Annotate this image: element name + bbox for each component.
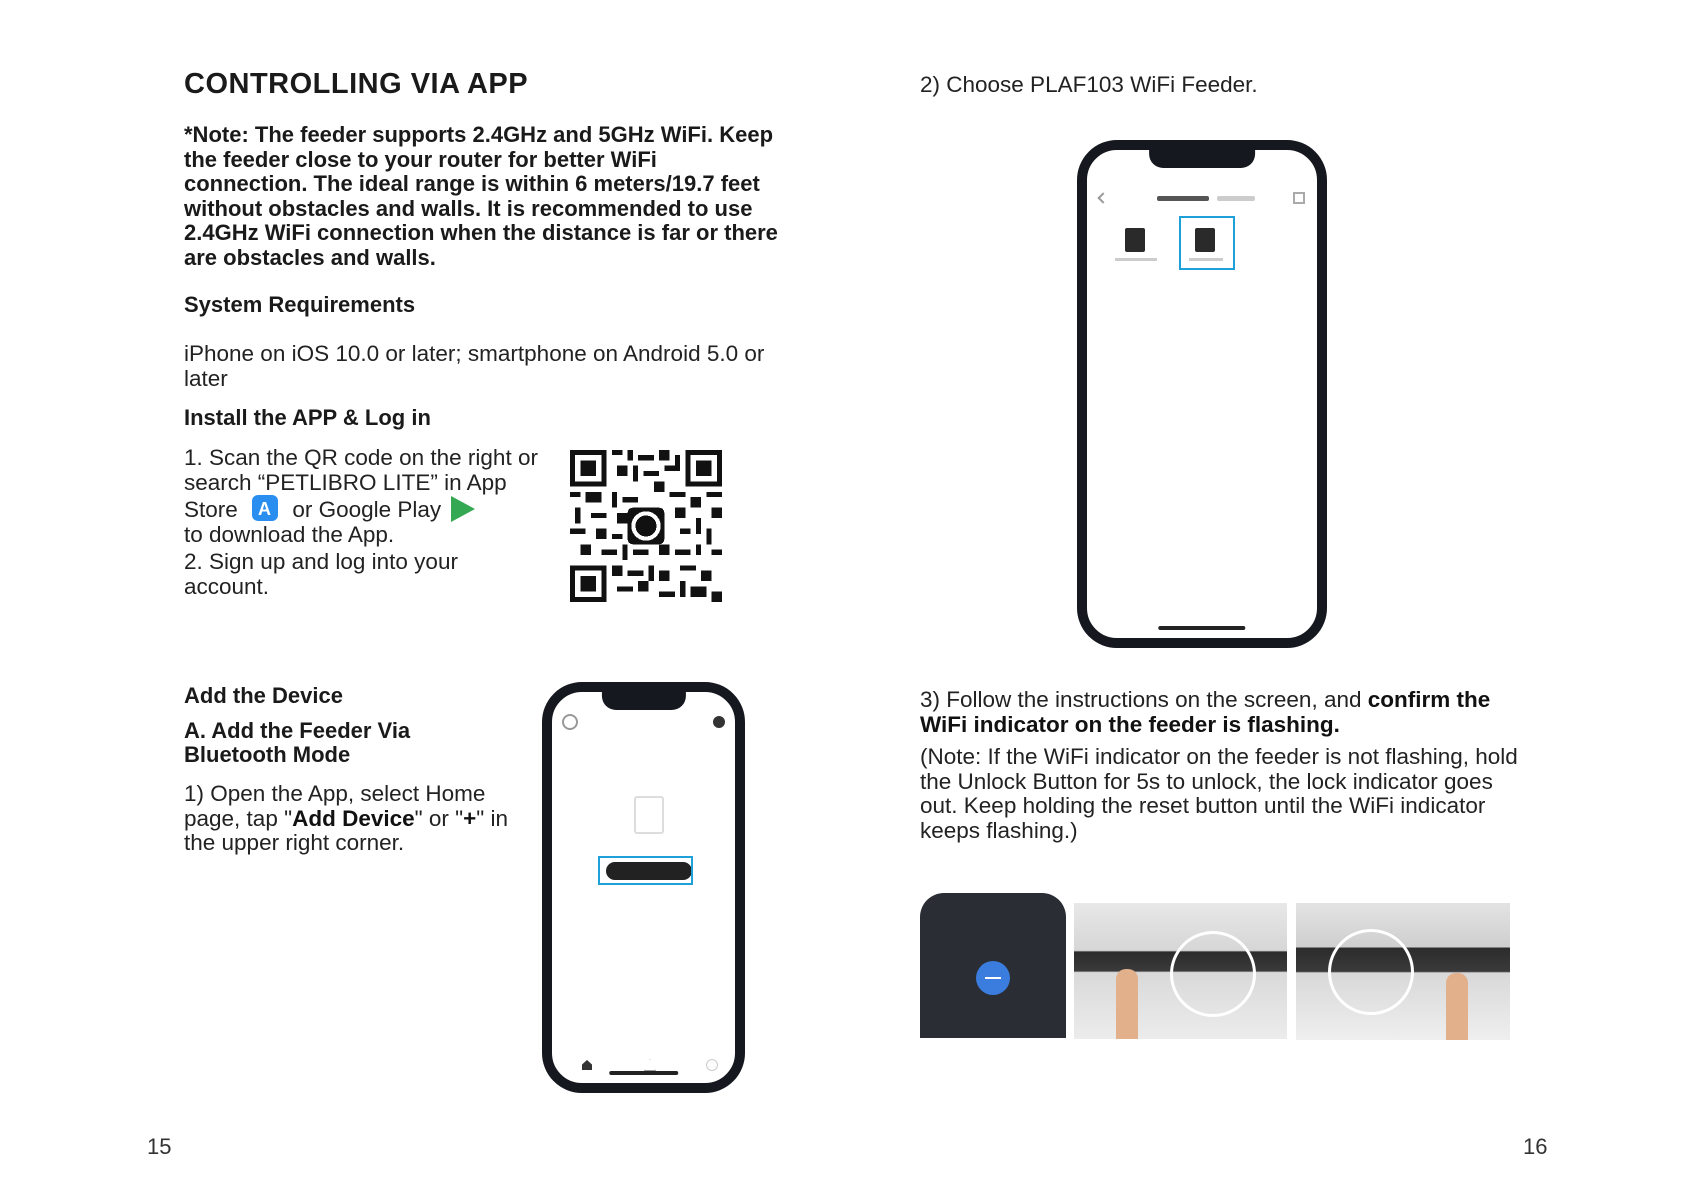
wifi-note: *Note: The feeder supports 2.4GHz and 5GHz WiFi. Keep the feeder close to your router for better WiFi connection. The ideal range is within 6 meters/19.7 feet without obstacles and walls. It is recommended to use 2.4GHz WiFi connection when the distance is far or there are obstacles and walls. (184, 122, 778, 270)
instruction-text: 3) Follow the instructions on the screen, and (920, 687, 1368, 712)
install-step-1 (184, 446, 544, 547)
install-heading: Install the APP & Log in (184, 405, 431, 430)
system-requirements-heading: System Requirements (184, 292, 416, 317)
finger-icon (1446, 973, 1468, 1040)
page-number-left: 15 (147, 1134, 172, 1159)
phone-home-screen (542, 682, 745, 1093)
scan-icon (1293, 192, 1305, 204)
install-step-1-part3: to download the App. (184, 521, 395, 547)
feeder-reset-button-photo (1296, 903, 1510, 1040)
home-tab-icon (582, 1060, 592, 1070)
tab-add-manually (1157, 196, 1209, 201)
profile-icon (562, 714, 578, 730)
zoom-circle (1170, 931, 1256, 1017)
wifi-indicator-note: (Note: If the WiFi indicator on the feeder is not flashing, hold the Unlock Button for 5s to unlock, the lock indicator goes out. Keep holding the reset button until the WiFi indicator keeps flashing.) (920, 744, 1518, 843)
follow-instructions-step (920, 688, 1520, 737)
plus-label: + (463, 805, 477, 831)
back-arrow-icon (1097, 192, 1108, 203)
finger-icon (1116, 969, 1138, 1039)
instruction-text: " in the upper right corner. (184, 805, 509, 855)
feeder-device-icon (1125, 228, 1145, 252)
google-play-icon (451, 496, 475, 522)
phone-bluetooth-photo (920, 893, 1066, 1038)
empty-device-icon (634, 796, 664, 834)
instruction-text: 1) Open the App, select Home page, tap " (184, 781, 486, 831)
add-device-label: Add Device (292, 805, 415, 831)
app-store-icon (252, 495, 278, 521)
add-icon (713, 716, 725, 728)
page-title: CONTROLLING VIA APP (184, 68, 529, 100)
bluetooth-mode-heading: A. Add the Feeder Via Bluetooth Mode (184, 718, 411, 767)
phone-add-manually-screen (1077, 140, 1327, 648)
zoom-circle (1328, 929, 1414, 1015)
page-number-right: 16 (1523, 1134, 1548, 1159)
add-device-heading: Add the Device (184, 683, 343, 708)
highlight-box (1179, 216, 1235, 270)
install-step-2: 2. Sign up and log into your account. (184, 549, 458, 599)
highlight-box (598, 856, 693, 885)
feeder-unlock-button-photo (1074, 903, 1287, 1039)
install-step-1-part2: or Google Play (292, 497, 442, 522)
qr-code-icon (570, 450, 722, 602)
home-indicator (1158, 626, 1245, 630)
instruction-text: " or " (414, 805, 464, 831)
home-indicator (609, 1071, 679, 1075)
system-requirements-text: iPhone on iOS 10.0 or later; smartphone on Android 5.0 or later (184, 341, 765, 391)
tab-auto-scan (1217, 196, 1255, 201)
confirm-flashing-text: confirm the WiFi indicator on the feeder is flashing. (920, 687, 1491, 737)
choose-feeder-step: 2) Choose PLAF103 WiFi Feeder. (920, 72, 1258, 97)
open-app-instruction (184, 782, 524, 856)
bluetooth-glyph (985, 977, 1001, 979)
settings-tab-icon (706, 1059, 718, 1071)
device-label-line (1115, 258, 1157, 261)
install-step-1-part1: 1. Scan the QR code on the right or search “PETLIBRO LITE” in App Store (184, 445, 538, 522)
discover-tab-icon (644, 1059, 656, 1071)
